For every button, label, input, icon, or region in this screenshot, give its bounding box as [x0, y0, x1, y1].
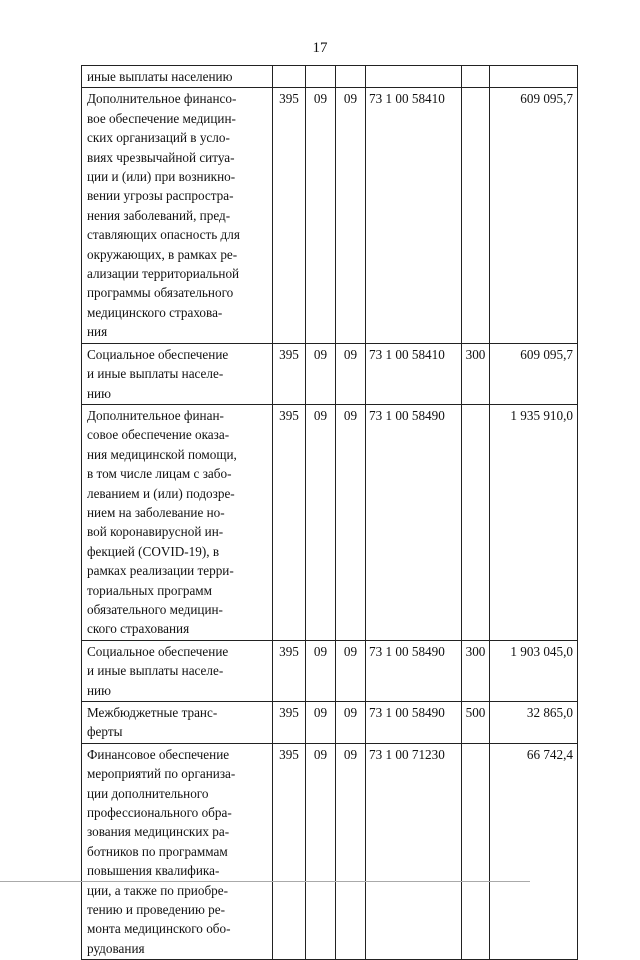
section-code-cell: 09 — [306, 404, 336, 640]
amount-cell: 1 903 045,0 — [490, 640, 578, 701]
description-line: Социальное обеспечение — [87, 346, 229, 362]
section-code-cell: 09 — [306, 702, 336, 744]
description-line: повышения квалифика- — [87, 863, 220, 879]
subsection-code-cell: 09 — [336, 88, 366, 343]
admin-code-cell: 395 — [273, 702, 306, 744]
description-line: леванием и (или) подозре- — [87, 485, 235, 501]
description-line: ции и (или) при возникно- — [87, 169, 236, 185]
budget-table — [81, 65, 578, 960]
expense-type-cell — [462, 88, 490, 343]
description-line: Социальное обеспечение — [87, 643, 229, 659]
description-line: рамках реализации терри- — [87, 563, 234, 579]
expense-type-cell — [462, 743, 490, 959]
table-row — [82, 66, 578, 88]
description-line: Межбюджетные транс- — [87, 705, 218, 720]
subsection-code-cell: 09 — [336, 702, 366, 744]
description-line: в том числе лицам с забо- — [87, 466, 232, 482]
section-code-cell: 09 — [306, 743, 336, 959]
description-line: ния медицинской помощи, — [87, 446, 237, 462]
description-line: нения заболеваний, пред- — [87, 207, 231, 223]
description-line: Дополнительное финан- — [87, 407, 224, 423]
expense-type-cell: 300 — [462, 343, 490, 404]
amount-cell: 1 935 910,0 — [490, 404, 578, 640]
description-line: тению и проведению ре- — [87, 902, 225, 918]
table-body — [82, 66, 578, 960]
description-line: программы обязательного — [87, 285, 234, 301]
expense-type-cell — [462, 66, 490, 88]
admin-code-cell: 395 — [273, 88, 306, 343]
target-article-cell: 73 1 00 58490 — [366, 702, 462, 744]
amount-cell — [490, 66, 578, 88]
table-row — [82, 640, 578, 701]
description-line: ферты — [87, 724, 123, 740]
description-line: ботников по программам — [87, 843, 228, 859]
amount-cell: 609 095,7 — [490, 88, 578, 343]
description-cell — [82, 702, 273, 744]
table-row — [82, 404, 578, 640]
subsection-code-cell: 09 — [336, 404, 366, 640]
page-number: 17 — [312, 40, 328, 56]
table-row — [82, 88, 578, 343]
description-line: профессионального обра- — [87, 805, 232, 821]
admin-code-cell: 395 — [273, 404, 306, 640]
amount-cell: 609 095,7 — [490, 343, 578, 404]
expense-type-cell: 300 — [462, 640, 490, 701]
subsection-code-cell: 09 — [336, 640, 366, 701]
description-line: рудования — [87, 940, 145, 956]
description-line: монта медицинского обо- — [87, 921, 231, 937]
description-line: нию — [87, 385, 111, 401]
section-code-cell: 09 — [306, 640, 336, 701]
description-line: ториальных программ — [87, 582, 212, 598]
description-cell — [82, 640, 273, 701]
description-line: Дополнительное финансо- — [87, 91, 237, 107]
description-line: нию — [87, 682, 111, 698]
description-line: зования медицинских ра- — [87, 824, 230, 840]
target-article-cell — [366, 66, 462, 88]
subsection-code-cell: 09 — [336, 343, 366, 404]
description-cell — [82, 743, 273, 959]
target-article-cell: 73 1 00 71230 — [366, 743, 462, 959]
description-line: медицинского страхова- — [87, 304, 223, 320]
description-line: нием на заболевание но- — [87, 504, 225, 520]
description-line: мероприятий по организа- — [87, 766, 236, 782]
description-line: ции, а также по приобре- — [87, 882, 228, 898]
description-line: ния — [87, 324, 108, 340]
target-article-cell: 73 1 00 58490 — [366, 640, 462, 701]
target-article-cell: 73 1 00 58410 — [366, 88, 462, 343]
description-line: виях чрезвычайной ситуа- — [87, 149, 235, 165]
description-cell — [82, 343, 273, 404]
section-code-cell: 09 — [306, 88, 336, 343]
amount-cell: 66 742,4 — [490, 743, 578, 959]
description-line: ставляющих опасность для — [87, 227, 240, 243]
description-line: вой коронавирусной ин- — [87, 524, 224, 540]
admin-code-cell: 395 — [273, 743, 306, 959]
table-row — [82, 702, 578, 744]
description-line: ции дополнительного — [87, 785, 209, 801]
target-article-cell: 73 1 00 58410 — [366, 343, 462, 404]
subsection-code-cell — [336, 66, 366, 88]
description-line: ского страхования — [87, 621, 190, 637]
description-line: вое обеспечение медицин- — [87, 110, 236, 126]
description-line: совое обеспечение оказа- — [87, 427, 230, 443]
description-line: вении угрозы распростра- — [87, 188, 234, 204]
description-line: Финансовое обеспечение — [87, 746, 230, 762]
admin-code-cell: 395 — [273, 640, 306, 701]
description-line: ализации территориальной — [87, 266, 240, 282]
description-line: иные выплаты населению — [87, 69, 233, 84]
table-row — [82, 743, 578, 959]
description-line: и иные выплаты населе- — [87, 663, 224, 679]
description-line: окружающих, в рамках ре- — [87, 246, 238, 262]
admin-code-cell: 395 — [273, 343, 306, 404]
description-line: и иные выплаты населе- — [87, 366, 224, 382]
subsection-code-cell: 09 — [336, 743, 366, 959]
description-line: ских организаций в усло- — [87, 130, 230, 146]
description-cell — [82, 66, 273, 88]
description-line: фекцией (COVID-19), в — [87, 543, 220, 559]
amount-cell: 32 865,0 — [490, 702, 578, 744]
description-line: обязательного медицин- — [87, 601, 223, 617]
footer-rule — [0, 881, 530, 882]
description-cell — [82, 404, 273, 640]
expense-type-cell — [462, 404, 490, 640]
expense-type-cell: 500 — [462, 702, 490, 744]
section-code-cell: 09 — [306, 343, 336, 404]
target-article-cell: 73 1 00 58490 — [366, 404, 462, 640]
section-code-cell — [306, 66, 336, 88]
table-row — [82, 343, 578, 404]
admin-code-cell — [273, 66, 306, 88]
description-cell — [82, 88, 273, 343]
